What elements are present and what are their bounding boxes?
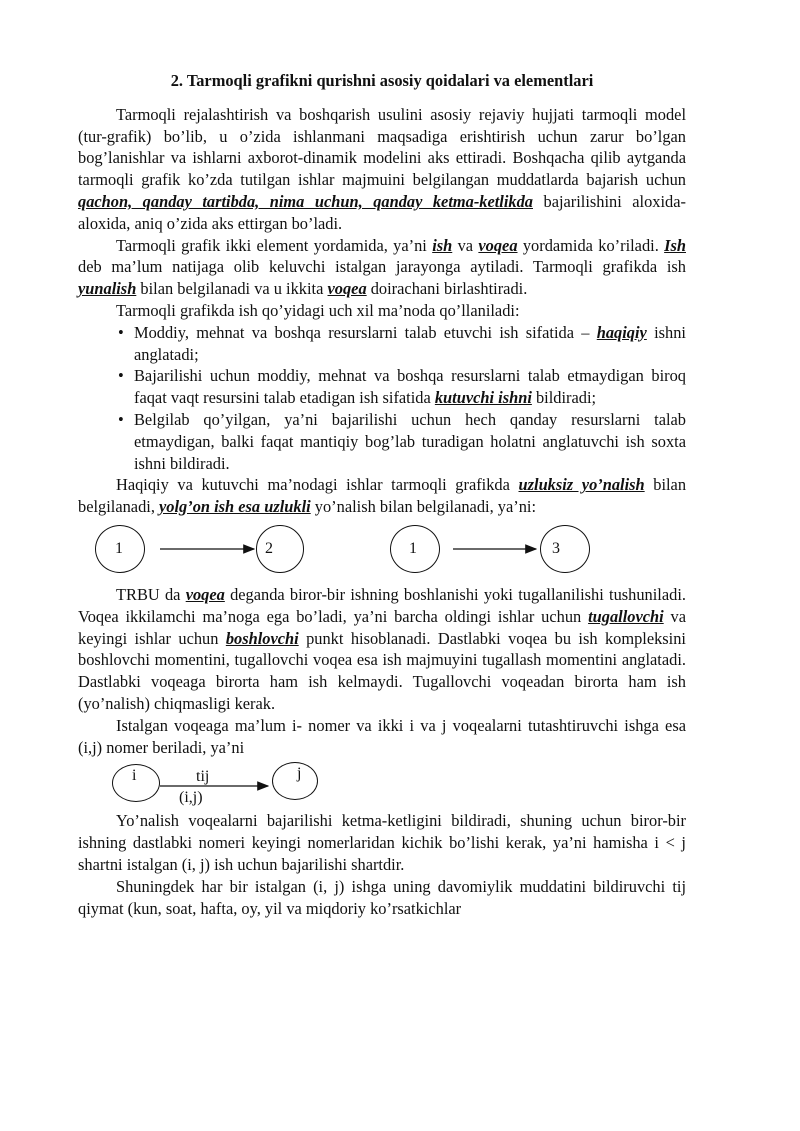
event-label: 1 [115, 539, 123, 557]
emphasis-ish: Ish [664, 235, 686, 255]
bullet-icon: • [118, 409, 124, 429]
bullet-list [78, 322, 686, 475]
list-item [78, 409, 686, 474]
emphasis-voqea: voqea [185, 584, 225, 604]
event-diagram-1 [78, 520, 686, 580]
text-run: bildiradi; [531, 388, 597, 408]
list-item [78, 322, 686, 366]
text-run: deb ma’lum natijaga olib keluvchi istalgan jarayonga aytiladi. Tarmoqli grafikda ish [78, 257, 686, 277]
text-run: yo’nalish bilan belgilanadi, ya’ni: [310, 497, 537, 517]
event-label: 1 [409, 539, 417, 557]
text-run: Haqiqiy va kutuvchi ma’nodagi ishlar tarmoqli grafikda [116, 475, 519, 495]
text-run: bilan belgilanadi, [78, 475, 687, 517]
text-run: TRBU da [116, 584, 186, 604]
text-run: ishni anglatadi; [134, 322, 686, 364]
list-item [78, 365, 686, 409]
paragraph-8: Shuningdek har bir istalgan (i, j) ishga uning davomiylik muddatini bildiruvchi tij qiymat (kun, soat, hafta, oy, yil va miqdoriy ko’rsatkichlar [78, 876, 686, 918]
arrows-svg [78, 520, 686, 580]
bullet-icon: • [118, 322, 124, 342]
text-run: yordamida ko’riladi. [517, 235, 665, 255]
emphasis-text: yolg’on ish esa uzlukli [159, 497, 311, 517]
text-run: punkt hisoblanadi. Dastlabki voqea bu ish kompleksini boshlovchi momentini, tugallovchi voqea esa ish majmuyini tugallash momentini anglatadi. Dastlabki voqeaga birorta ham ish kelmaydi. Tugallovchi voqeadan birorta ham ish (yo’nalish) chiqmasligi kerak. [78, 628, 686, 713]
event-label: 3 [552, 539, 560, 557]
text-run: doirachani birlashtiradi. [366, 279, 528, 299]
text-run: bajarilishini aloxida-aloxida, aniq o’zida aks ettirgan bo’ladi. [78, 191, 686, 233]
paragraph-3: Tarmoqli grafikda ish qo’yidagi uch xil ma’noda qo’llaniladi: [116, 300, 520, 320]
paragraph-5 [78, 584, 686, 715]
arrow-job-label: (i,j) [179, 789, 203, 807]
text-run: Tarmoqli rejalashtirish va boshqarish usulini asosiy rejaviy hujjati tarmoqli model (tur-grafik) bo’lib, u o’zida ishlanmani maqsadiga erishtirish uchun zarur bo’lgan bog’lanishlar va ishlarni axborot-dinamik modelini aks ettiradi. Boshqacha qilib aytganda tarmoqli grafik ko’zda tutilgan ishlar majmuini belgilangan muddatlarda bajarish uchun [78, 104, 686, 190]
event-label: 2 [265, 539, 273, 557]
event-label: j [297, 765, 302, 783]
text-run: Moddiy, mehnat va boshqa resurslarni talab etuvchi ish sifatida – [134, 322, 597, 342]
arrows-svg [78, 762, 686, 810]
emphasis-ish: ish [432, 235, 453, 255]
emphasis-yunalish: yunalish [78, 279, 137, 299]
emphasis-voqea: voqea [327, 279, 367, 299]
arrow-duration-label: tij [196, 768, 210, 786]
text-run: va keyingi ishlar uchun [78, 606, 686, 648]
emphasis-tugallovchi: tugallovchi [588, 606, 664, 626]
text-run: Belgilab qo’yilgan, ya’ni bajarilishi uchun hech qanday resurslarni talab etmaydigan, balki faqat mantiqiy bog’lab turadigan holatni anglatuvchi ish soxta ishni bildiradi. [134, 409, 686, 473]
paragraph-4 [78, 474, 686, 518]
event-node-2 [256, 525, 304, 573]
event-diagram-2 [78, 762, 686, 810]
emphasis-text: haqiqiy [596, 322, 647, 342]
bullet-icon: • [118, 366, 124, 386]
paragraph-6: Istalgan voqeaga ma’lum i- nomer va ikki i va j voqealarni tutashtiruvchi ishga esa (i,j) nomer beriladi, ya’ni [78, 715, 686, 757]
paragraph-2 [78, 235, 686, 300]
emphasis-boshlovchi: boshlovchi [225, 628, 299, 648]
paragraph-1 [78, 104, 686, 235]
section-title: 2. Tarmoqli grafikni qurishni asosiy qoidalari va elementlari [170, 71, 594, 90]
text-run: Bajarilishi uchun moddiy, mehnat va boshqa resurslarni talab etmaydigan biroq faqat vaqt resursini talab etadigan ish sifatida [134, 366, 686, 408]
emphasis-text: qachon, qanday tartibda, nima uchun, qanday ketma-ketlikda [78, 191, 533, 211]
emphasis-voqea: voqea [478, 235, 518, 255]
document-page [78, 70, 686, 919]
text-run: deganda biror-bir ishning boshlanishi yoki tugallanilishi tushuniladi. Voqea ikkilamchi ma’noga ega bo’ladi, ya’ni barcha oldingi ishlar uchun [78, 584, 686, 626]
event-node-3 [540, 525, 590, 573]
paragraph-7: Yo’nalish voqealarni bajarilishi ketma-ketligini bildiradi, shuning uchun biror-bir ishning dastlabki nomeri keyingi nomerlaridan kichik bo’lishi kerak, ya’ni hamisha i < j shartni istalgan (i, j) ish uchun bajarilishi shartdir. [78, 811, 686, 874]
event-label: i [132, 767, 137, 785]
text-run: Tarmoqli grafik ikki element yordamida, ya’ni [116, 235, 433, 255]
emphasis-text: kutuvchi ishni [434, 388, 532, 408]
text-run: va [452, 235, 479, 255]
text-run: bilan belgilanadi va u ikkita [136, 279, 328, 299]
emphasis-text: uzluksiz yo’nalish [518, 475, 645, 495]
